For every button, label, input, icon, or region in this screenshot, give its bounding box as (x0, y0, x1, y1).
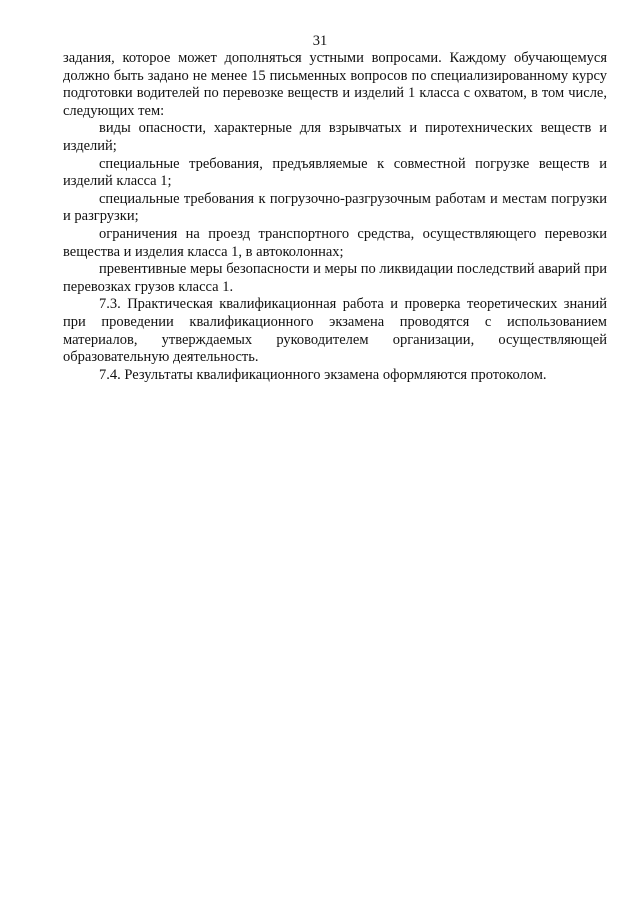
paragraph-exam-assignment: задания, которое может дополняться устными вопросами. Каждому обучающемуся должно быть задано не менее 15 письменных вопросов по специализированному курсу подготовки водителей по перевозке веществ и изделий 1 класса с охватом, в том числе, следующих тем: (63, 50, 607, 119)
list-item-hazard-types: виды опасности, характерные для взрывчатых и пиротехнических веществ и изделий; (63, 120, 607, 154)
document-body (63, 50, 607, 384)
list-item-preventive-measures: превентивные меры безопасности и меры по ликвидации последствий аварий при перевозках грузов класса 1. (63, 261, 607, 295)
list-item-loading-operations: специальные требования к погрузочно-разгрузочным работам и местам погрузки и разгрузки; (63, 190, 607, 225)
paragraph-7-3: 7.3. Практическая квалификационная работа и проверка теоретических знаний при проведении квалификационного экзамена проводятся с использованием материалов, утверждаемых руководителем организации, осуществляющей образовательную деятельность. (63, 296, 607, 366)
paragraph-7-4: 7.4. Результаты квалификационного экзамена оформляются протоколом. (99, 366, 547, 383)
page-number: 31 (312, 33, 328, 49)
list-item-joint-loading: специальные требования, предъявляемые к совместной погрузке веществ и изделий класса 1; (63, 155, 607, 190)
list-item-convoy-restrictions: ограничения на проезд транспортного средства, осуществляющего перевозки вещества и изделия класса 1, в автоколоннах; (63, 225, 607, 260)
